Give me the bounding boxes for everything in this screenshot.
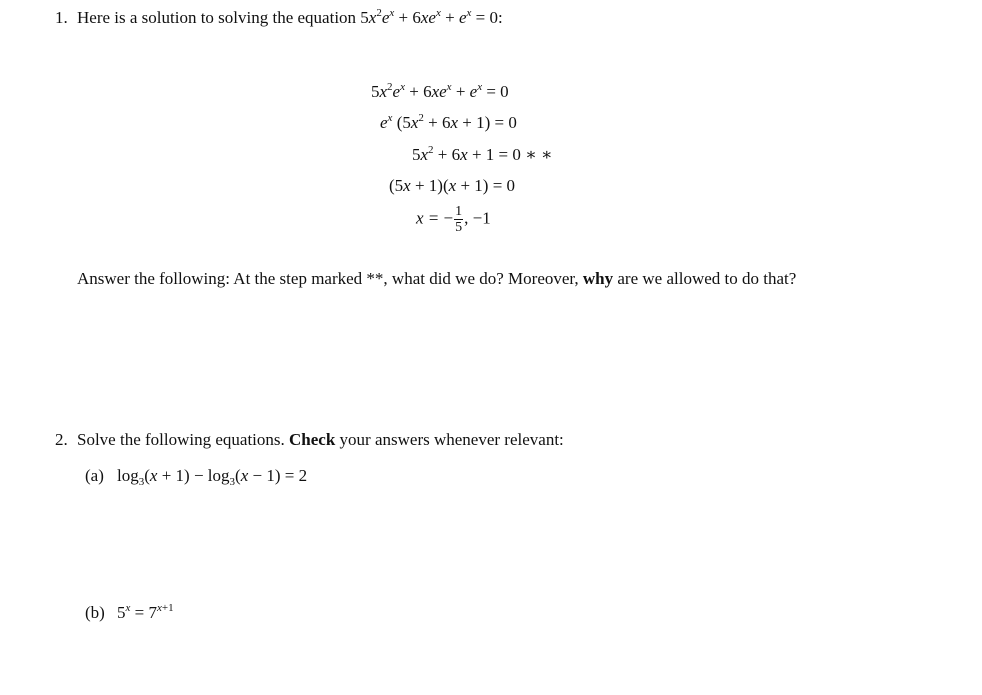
part-b-equation: $5^x = 7^{x+1}$ [117,602,174,622]
derivation-line-4: (5x + 1)(x + 1) = 0 [389,176,516,195]
problem-1-intro-equation: $5x^2e^x + 6xe^x + e^x = 0$: [360,7,503,27]
part-b-label: (b) [85,603,105,622]
derivation-line-3-rhs: = 0 ∗ ∗ [498,145,553,164]
problem-1-question-prefix: Answer the following: At the step marked **, what did we do? Moreover, [77,269,579,288]
derivation-line-1-rhs: = 0 [486,82,509,101]
part-a-equation: $\log_3(x + 1) - \log_3(x - 1) = 2$ [117,466,308,488]
derivation-line-2-rhs: = 0 [494,113,517,132]
part-a-label: (a) [85,466,104,485]
problem-1-intro [77,8,503,28]
fraction-one-fifth [454,204,463,235]
problem-1-intro-text: Here is a solution to solving the equation [77,8,357,27]
problem-2-intro [77,430,564,450]
problem-1-intro-equation-end: = 0: [475,8,503,27]
problem-2-number: 2. [55,430,68,449]
problem-1-number: 1. [55,8,68,27]
problem-2-intro-bold: Check [289,430,336,449]
derivation-line-5-rest: , −1 [464,208,491,228]
fraction-numerator: 1 [455,204,463,219]
fraction-denominator: 5 [455,220,463,235]
derivation-line-5: x = − $\frac{1}{5}$ , −1 [416,204,491,235]
derivation-line-2: $e^x$ $(5x^2 + 6x + 1) = 0$ [380,112,517,132]
problem-1-question-bold: why [582,269,614,288]
problem-2-intro-prefix: Solve the following equations. [77,430,285,449]
derivation-line-4-rhs: = 0 [492,176,516,195]
derivation-line-3: $5x^2 + 6x + 1 = 0$ ∗ ∗ [412,144,553,164]
problem-2-intro-suffix: your answers whenever relevant: [339,430,564,449]
derivation-line-5-lhs: x = [416,208,440,228]
problem-1-question-suffix: are we allowed to do that? [617,269,797,288]
derivation-line-1: $5x^2e^x + 6xe^x + e^x = 0$ [371,81,509,101]
problem-1-question [77,266,877,291]
